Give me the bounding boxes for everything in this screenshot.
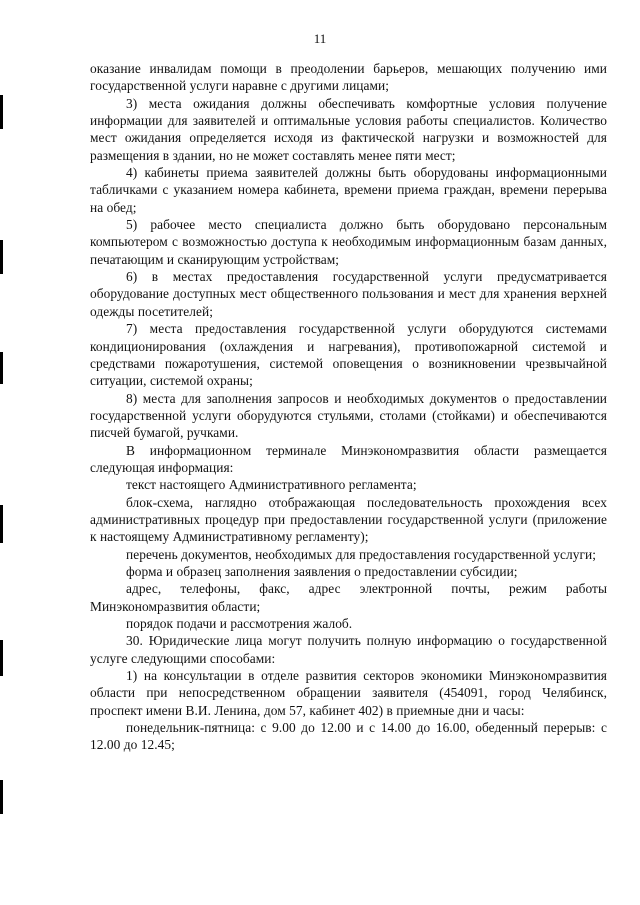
paragraph: 30. Юридические лица могут получить полную информацию о государственной услуге следующими способами: xyxy=(90,633,607,666)
page-number: 11 xyxy=(313,31,327,46)
paragraph: 8) места для заполнения запросов и необходимых документов о предоставлении государственной услуги оборудуются стульями, столами (стойками) и обеспечиваются писчей бумагой, ручками. xyxy=(90,390,607,441)
paragraph: текст настоящего Административного регламента; xyxy=(126,477,417,493)
paragraph: 6) в местах предоставления государственной услуги предусматривается оборудование доступных мест общественного пользования и мест для хранения верхней одежды посетителей; xyxy=(90,269,607,319)
paragraph: 3) места ожидания должны обеспечивать комфортные условия получение информации для заявителей и оптимальные условия работы специалистов. Количество мест ожидания определяется исходя из фактической нагрузки и возможностей для размещения в здании, но не может составлять менее пяти мест; xyxy=(90,95,607,163)
paragraph: 1) на консультации в отделе развития секторов экономики Минэкономразвития области при непосредственном обращении заявителя (454091, город Челябинск, проспект имени В.И. Ленина, дом 57, кабинет 402) в приемные дни и часы: xyxy=(90,668,607,718)
paragraph: блок-схема, наглядно отображающая последовательность прохождения всех административных процедур при предоставлении государственной услуги (приложение к настоящему Административному регламенту); xyxy=(90,494,607,545)
document-body xyxy=(90,60,607,754)
scan-edge-mark xyxy=(0,505,3,543)
paragraph: перечень документов, необходимых для предоставления государственной услуги; xyxy=(126,546,597,562)
paragraph: порядок подачи и рассмотрения жалоб. xyxy=(126,616,353,631)
scan-edge-mark xyxy=(0,640,3,676)
paragraph: В информационном терминале Минэкономразвития области размещается следующая информация: xyxy=(90,442,607,475)
paragraph: форма и образец заполнения заявления о предоставлении субсидии; xyxy=(126,563,518,579)
scan-edge-mark xyxy=(0,780,3,814)
paragraph: оказание инвалидам помощи в преодолении барьеров, мешающих получению ими государственной услуги наравне с другими лицами; xyxy=(90,61,607,94)
paragraph: 4) кабинеты приема заявителей должны быть оборудованы информационными табличками с указанием номера кабинета, времени приема граждан, времени перерыва на обед; xyxy=(90,165,607,215)
scan-edge-mark xyxy=(0,352,3,384)
paragraph: 7) места предоставления государственной услуги оборудуются системами кондиционирования (охлаждения и нагревания), противопожарной системой и средствами пожаротушения, системой оповещения о возникновении чрезвычайной ситуации, системой охраны; xyxy=(90,321,607,389)
scan-edge-mark xyxy=(0,95,3,129)
paragraph: 5) рабочее место специалиста должно быть оборудовано персональным компьютером с возможностью доступа к необходимым информационным базам данных, печатающим и сканирующим устройствам; xyxy=(90,217,607,267)
paragraph: адрес, телефоны, факс, адрес электронной почты, режим работы Минэкономразвития области; xyxy=(90,581,607,614)
scan-edge-mark xyxy=(0,240,3,274)
paragraph: понедельник-пятница: с 9.00 до 12.00 и с 14.00 до 16.00, обеденный перерыв: с 12.00 до 12.45; xyxy=(90,720,607,753)
